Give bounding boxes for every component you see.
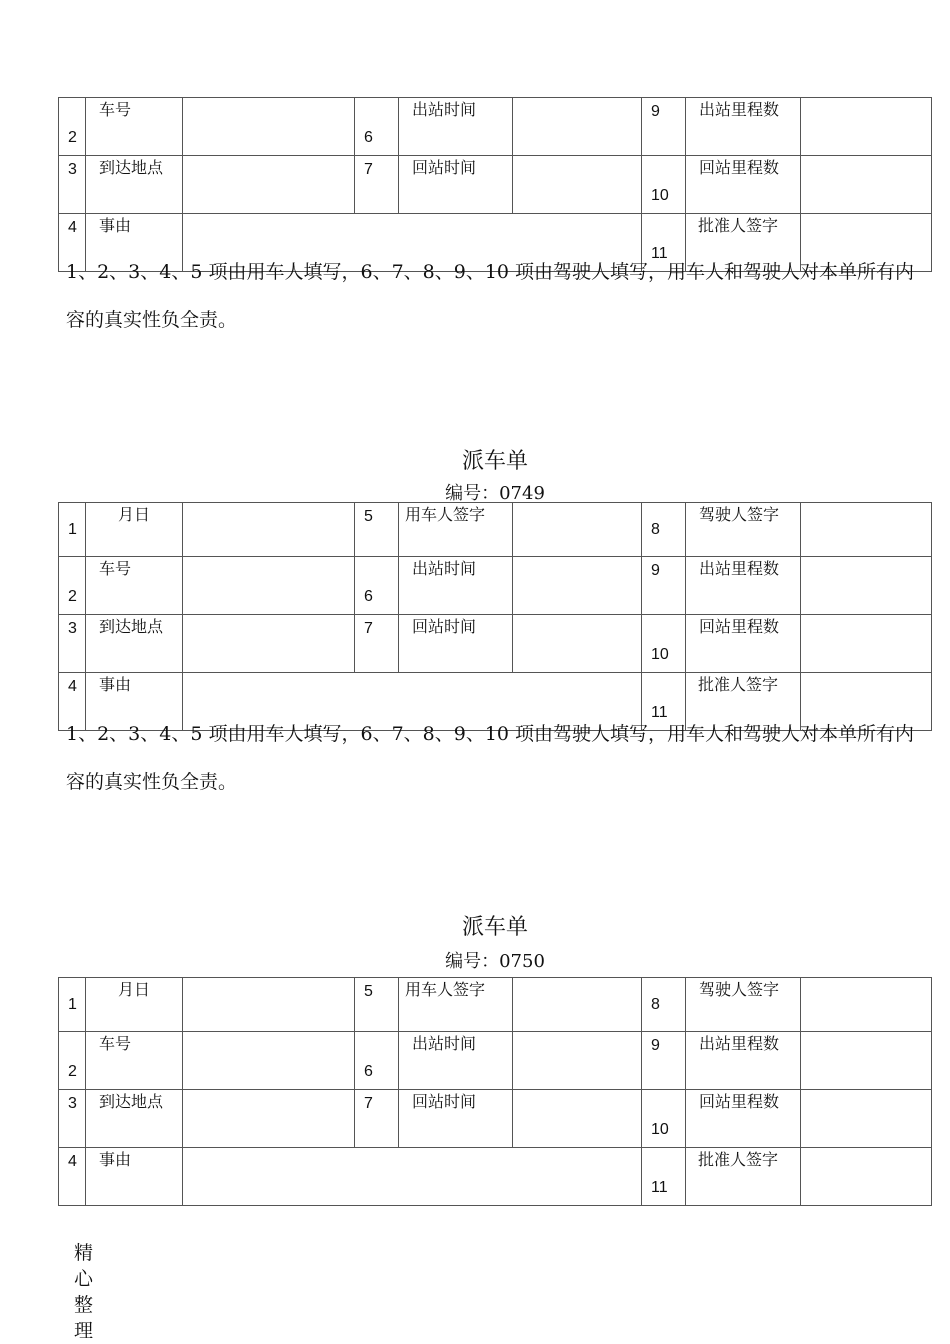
table-row bbox=[59, 615, 932, 673]
field-label: 批准人签字 bbox=[686, 214, 801, 272]
field-label: 驾驶人签字 bbox=[686, 978, 801, 1032]
field-number: 4 bbox=[59, 1148, 86, 1206]
field-number: 3 bbox=[59, 156, 86, 214]
return-time-input[interactable] bbox=[513, 156, 642, 214]
dispatch-form-2 bbox=[58, 502, 931, 731]
departure-time-input[interactable] bbox=[513, 1032, 642, 1090]
field-label: 月日 bbox=[86, 503, 183, 557]
dispatch-form-3 bbox=[58, 977, 931, 1206]
field-label: 车号 bbox=[86, 1032, 183, 1090]
field-label: 回站时间 bbox=[399, 1090, 513, 1148]
field-number: 1 bbox=[59, 978, 86, 1032]
footer-vertical-text: 精心整理 bbox=[74, 1242, 94, 1342]
purpose-input[interactable] bbox=[183, 1148, 642, 1206]
form-table bbox=[58, 502, 932, 731]
table-row bbox=[59, 503, 932, 557]
serial-number: 编号：0749 bbox=[445, 483, 545, 504]
field-number: 2 bbox=[59, 98, 86, 156]
field-label: 事由 bbox=[86, 214, 183, 272]
field-number: 6 bbox=[355, 557, 399, 615]
field-number: 11 bbox=[642, 673, 686, 731]
field-label: 回站时间 bbox=[399, 156, 513, 214]
field-label: 驾驶人签字 bbox=[686, 503, 801, 557]
plate-number-input[interactable] bbox=[183, 1032, 355, 1090]
field-number: 4 bbox=[59, 214, 86, 272]
serial-number: 编号：0750 bbox=[445, 951, 545, 972]
table-row bbox=[59, 978, 932, 1032]
field-number: 6 bbox=[355, 1032, 399, 1090]
field-number: 10 bbox=[642, 1090, 686, 1148]
departure-time-input[interactable] bbox=[513, 98, 642, 156]
field-label: 回站里程数 bbox=[686, 156, 801, 214]
field-label: 到达地点 bbox=[86, 156, 183, 214]
field-number: 7 bbox=[355, 156, 399, 214]
approver-signature-input[interactable] bbox=[801, 1148, 932, 1206]
field-number: 6 bbox=[355, 98, 399, 156]
departure-mileage-input[interactable] bbox=[801, 557, 932, 615]
field-number: 9 bbox=[642, 557, 686, 615]
field-number: 10 bbox=[642, 156, 686, 214]
field-number: 5 bbox=[355, 503, 399, 557]
field-number: 7 bbox=[355, 615, 399, 673]
field-label: 出站里程数 bbox=[686, 557, 801, 615]
field-number: 3 bbox=[59, 1090, 86, 1148]
date-input[interactable] bbox=[183, 503, 355, 557]
field-number: 11 bbox=[642, 214, 686, 272]
field-number: 2 bbox=[59, 1032, 86, 1090]
field-label: 批准人签字 bbox=[686, 1148, 801, 1206]
field-number: 4 bbox=[59, 673, 86, 731]
field-number: 1 bbox=[59, 503, 86, 557]
table-row bbox=[59, 156, 932, 214]
field-label: 出站时间 bbox=[399, 557, 513, 615]
field-number: 8 bbox=[642, 503, 686, 557]
field-label: 出站里程数 bbox=[686, 98, 801, 156]
table-row bbox=[59, 557, 932, 615]
form-title: 派车单 bbox=[461, 449, 528, 474]
table-row bbox=[59, 98, 932, 156]
field-number: 5 bbox=[355, 978, 399, 1032]
driver-signature-input[interactable] bbox=[801, 978, 932, 1032]
form-title: 派车单 bbox=[461, 915, 528, 940]
destination-input[interactable] bbox=[183, 1090, 355, 1148]
driver-signature-input[interactable] bbox=[801, 503, 932, 557]
field-label: 到达地点 bbox=[86, 1090, 183, 1148]
field-label: 车号 bbox=[86, 98, 183, 156]
field-label: 回站时间 bbox=[399, 615, 513, 673]
table-row bbox=[59, 1032, 932, 1090]
return-mileage-input[interactable] bbox=[801, 615, 932, 673]
table-row bbox=[59, 1148, 932, 1206]
field-label: 批准人签字 bbox=[686, 673, 801, 731]
form-table bbox=[58, 977, 932, 1206]
field-label: 出站里程数 bbox=[686, 1032, 801, 1090]
field-number: 9 bbox=[642, 98, 686, 156]
field-number: 3 bbox=[59, 615, 86, 673]
destination-input[interactable] bbox=[183, 156, 355, 214]
field-number: 11 bbox=[642, 1148, 686, 1206]
field-label: 事由 bbox=[86, 1148, 183, 1206]
field-label: 月日 bbox=[86, 978, 183, 1032]
field-label: 出站时间 bbox=[399, 98, 513, 156]
field-number: 8 bbox=[642, 978, 686, 1032]
table-row bbox=[59, 1090, 932, 1148]
requester-signature-input[interactable] bbox=[513, 978, 642, 1032]
departure-mileage-input[interactable] bbox=[801, 98, 932, 156]
field-label: 车号 bbox=[86, 557, 183, 615]
field-label: 用车人签字 bbox=[399, 503, 513, 557]
form-table bbox=[58, 97, 932, 272]
field-label: 回站里程数 bbox=[686, 615, 801, 673]
field-number: 10 bbox=[642, 615, 686, 673]
departure-time-input[interactable] bbox=[513, 557, 642, 615]
return-mileage-input[interactable] bbox=[801, 156, 932, 214]
departure-mileage-input[interactable] bbox=[801, 1032, 932, 1090]
field-label: 事由 bbox=[86, 673, 183, 731]
field-number: 2 bbox=[59, 557, 86, 615]
responsibility-note: 1、2、3、4、5 项由用车人填写，6、7、8、9、10 项由驾驶人填写，用车人和驾驶人对本单所有内容的真实性负全责。 bbox=[66, 261, 915, 331]
field-label: 到达地点 bbox=[86, 615, 183, 673]
field-label: 回站里程数 bbox=[686, 1090, 801, 1148]
return-time-input[interactable] bbox=[513, 615, 642, 673]
destination-input[interactable] bbox=[183, 615, 355, 673]
field-number: 9 bbox=[642, 1032, 686, 1090]
return-mileage-input[interactable] bbox=[801, 1090, 932, 1148]
field-number: 7 bbox=[355, 1090, 399, 1148]
return-time-input[interactable] bbox=[513, 1090, 642, 1148]
field-label: 出站时间 bbox=[399, 1032, 513, 1090]
requester-signature-input[interactable] bbox=[513, 503, 642, 557]
plate-number-input[interactable] bbox=[183, 557, 355, 615]
date-input[interactable] bbox=[183, 978, 355, 1032]
dispatch-form-1 bbox=[58, 97, 931, 272]
plate-number-input[interactable] bbox=[183, 98, 355, 156]
field-label: 用车人签字 bbox=[399, 978, 513, 1032]
responsibility-note: 1、2、3、4、5 项由用车人填写，6、7、8、9、10 项由驾驶人填写，用车人和驾驶人对本单所有内容的真实性负全责。 bbox=[66, 723, 915, 793]
